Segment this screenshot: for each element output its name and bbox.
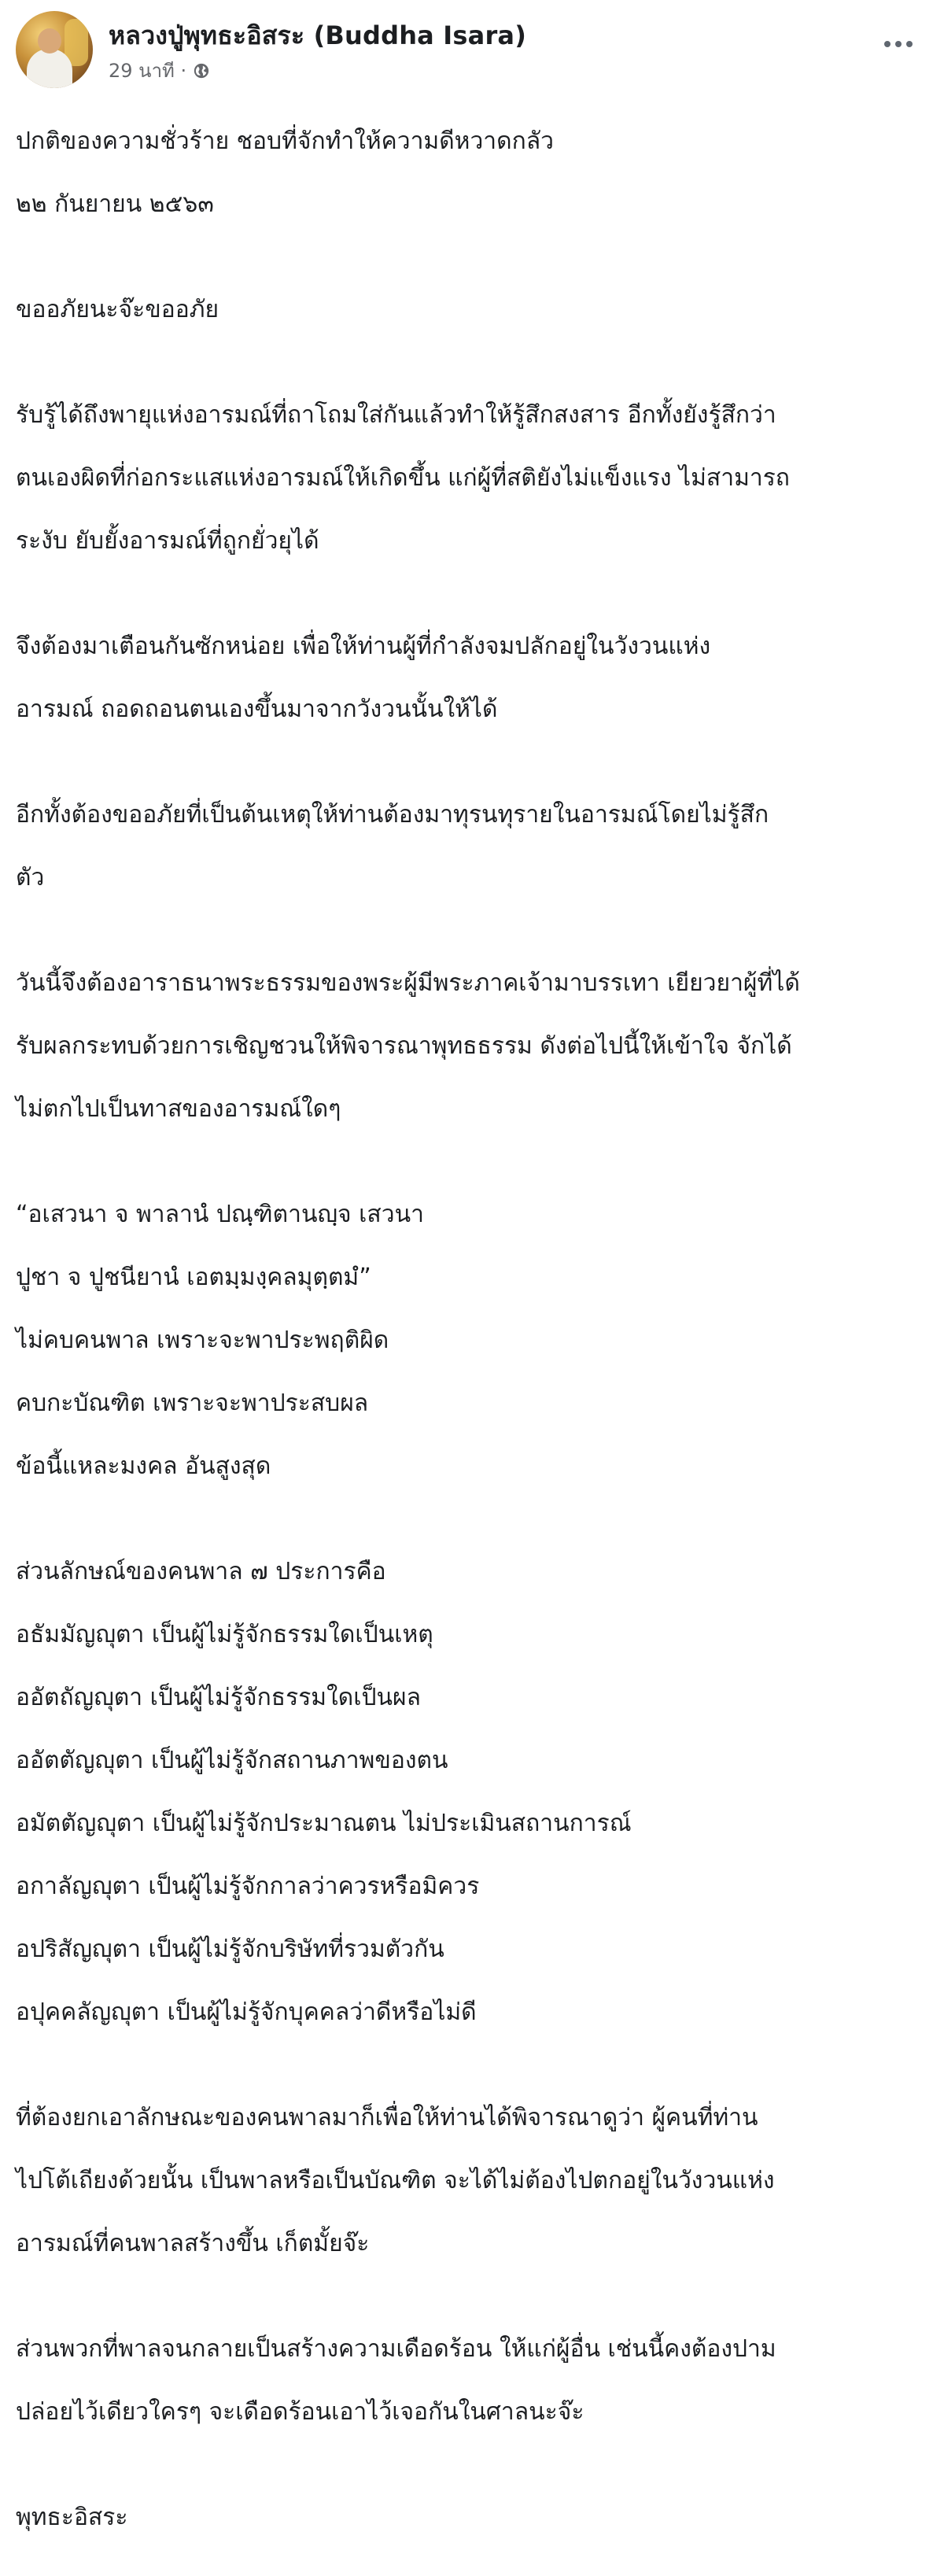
paragraph-line: ตนเองผิดที่ก่อกระแสแห่งอารมณ์ให้เกิดขึ้น แก่ผู้ที่สติยังไม่แข็งแรง ไม่สามารถ xyxy=(16,464,790,492)
timestamp[interactable]: 29 นาที · xyxy=(109,60,187,82)
traits-list xyxy=(16,1525,928,2060)
trait-item: อปุคคลัญญุตา เป็นผู้ไม่รู้จักบุคคลว่าดีหรือไม่ดี xyxy=(16,1998,477,2026)
avatar[interactable] xyxy=(16,11,93,88)
paragraph-line: วันนี้จึงต้องอาราธนาพระธรรมของพระผู้มีพระภาคเจ้ามาบรรเทา เยียวยาผู้ที่ได้ xyxy=(16,969,800,997)
paragraph-line: ไปโต้เถียงด้วยนั้น เป็นพาลหรือเป็นบัณฑิต จะได้ไม่ต้องไปตกอยู่ในวังวนแห่ง xyxy=(16,2167,775,2194)
verse-line: ไม่คบคนพาล เพราะจะพาประพฤติผิด xyxy=(16,1327,389,1354)
verse-line: ข้อนี้แหละมงคล อันสูงสุด xyxy=(16,1452,271,1480)
paragraph-line: ขออภัยนะจ๊ะขออภัย xyxy=(16,296,219,323)
post-content xyxy=(16,94,928,2576)
paragraph-2 xyxy=(16,368,928,589)
paragraph-line: อารมณ์ที่คนพาลสร้างขึ้น เก็ตมั้ยจ๊ะ xyxy=(16,2230,370,2257)
trait-item: ออัตตัญญุตา เป็นผู้ไม่รู้จักสถานภาพของตน xyxy=(16,1747,448,1774)
avatar-head xyxy=(38,28,61,54)
title-line: ปกติของความชั่วร้าย ชอบที่จักทำให้ความดีหวาดกลัว xyxy=(16,127,555,155)
verse-line: “อเสวนา จ พาลานํ ปณฺฑิตานญฺจ เสวนา xyxy=(16,1201,424,1228)
paragraph-line: จึงต้องมาเตือนกันซักหน่อย เพื่อให้ท่านผู้ที่กำลังจมปลักอยู่ในวังวนแห่ง xyxy=(16,633,711,660)
post-title xyxy=(16,94,928,252)
paragraph-5 xyxy=(16,936,928,1157)
more-options-icon xyxy=(895,41,902,47)
trait-item: อกาลัญญุตา เป็นผู้ไม่รู้จักกาลว่าควรหรือมิควร xyxy=(16,1873,480,1900)
post-meta xyxy=(109,55,210,86)
post-header xyxy=(16,11,928,90)
verse-line: ปูชา จ ปูชนียานํ เอตมฺมงฺคลมุตฺตมํ” xyxy=(16,1264,371,1291)
avatar-robe xyxy=(27,49,72,88)
trait-item: อปริสัญญุตา เป็นผู้ไม่รู้จักบริษัทที่รวมตัวกัน xyxy=(16,1936,444,1963)
paragraph-line: ระงับ ยับยั้งอารมณ์ที่ถูกยั่วยุได้ xyxy=(16,527,319,555)
paragraph-line: ไม่ตกไปเป็นทาสของอารมณ์ใดๆ xyxy=(16,1095,341,1123)
paragraph-line: ตัว xyxy=(16,864,45,891)
signature-line: พุทธะอิสระ xyxy=(16,2504,128,2531)
trait-item: อธัมมัญญุตา เป็นผู้ไม่รู้จักธรรมใดเป็นเหตุ xyxy=(16,1621,433,1648)
paragraph-line: ปล่อยไว้เดียวใครๆ จะเดือดร้อนเอาไว้เจอกันในศาลนะจ๊ะ xyxy=(16,2398,584,2426)
paragraph-apology xyxy=(16,263,928,357)
paragraph-line: ส่วนพวกที่พาลจนกลายเป็นสร้างความเดือดร้อน ให้แก่ผู้อื่น เช่นนี้คงต้องปาม xyxy=(16,2335,776,2363)
paragraph-6 xyxy=(16,2071,928,2291)
trait-item: อมัตตัญญุตา เป็นผู้ไม่รู้จักประมาณตน ไม่ประเมินสถานการณ์ xyxy=(16,1810,632,1837)
paragraph-line: รับรู้ได้ถึงพายุแห่งอารมณ์ที่ถาโถมใส่กันแล้วทำให้รู้สึกสงสาร อีกทั้งยังรู้สึกว่า xyxy=(16,401,776,429)
date-line: ๒๒ กันยายน ๒๕๖๓ xyxy=(16,190,214,218)
author-name[interactable]: หลวงปู่พุทธะอิสระ (Buddha Isara) xyxy=(109,20,527,50)
paragraph-line: อารมณ์ ถอดถอนตนเองขึ้นมาจากวังวนนั้นให้ได้ xyxy=(16,696,498,723)
globe-icon[interactable] xyxy=(193,62,210,79)
traits-heading: ส่วนลักษณ์ของคนพาล ๗ ประการคือ xyxy=(16,1558,386,1585)
more-options-button[interactable] xyxy=(876,28,920,60)
verse-block xyxy=(16,1168,928,1514)
paragraph-7 xyxy=(16,2302,928,2460)
more-options-icon xyxy=(906,41,913,47)
paragraph-line: อีกทั้งต้องขออภัยที่เป็นต้นเหตุให้ท่านต้องมาทุรนทุรายในอารมณ์โดยไม่รู้สึก xyxy=(16,801,769,829)
trait-item: ออัตถัญญุตา เป็นผู้ไม่รู้จักธรรมใดเป็นผล xyxy=(16,1684,421,1711)
signature xyxy=(16,2471,928,2565)
verse-line: คบกะบัณฑิต เพราะจะพาประสบผล xyxy=(16,1389,369,1417)
paragraph-3 xyxy=(16,600,928,757)
paragraph-line: ที่ต้องยกเอาลักษณะของคนพาลมาก็เพื่อให้ท่านได้พิจารณาดูว่า ผู้คนที่ท่าน xyxy=(16,2104,758,2131)
more-options-icon xyxy=(884,41,891,47)
paragraph-line: รับผลกระทบด้วยการเชิญชวนให้พิจารณาพุทธธรรม ดังต่อไปนี้ให้เข้าใจ จักได้ xyxy=(16,1032,792,1060)
paragraph-4 xyxy=(16,768,928,925)
